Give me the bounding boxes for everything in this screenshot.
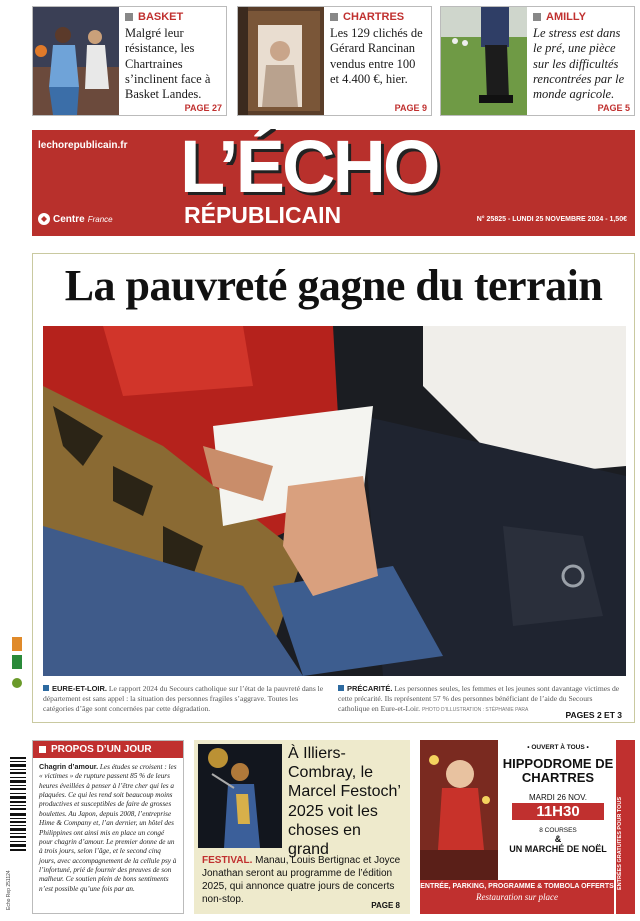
ad-content (502, 744, 614, 854)
propos-text: Chagrin d’amour. Les études se croisent : les « victimes » de rupture passent 85 % de leurs heures éveillées à penser à l’être cher qui les a plaquées. Ce qui les rend soit beaucoup moins productives et susceptibles de faire de grosses boulettes. Au Japon, depuis 2008, l’entreprise Hime & Company et, l’an dernier, un hôtel des Philippines ont ainsi mis en place un congé pour chagrin d’amour. Le premier donne de un à trois jours, selon l’âge, et le second cinq jours, avec accompagnement de la cellule psy à l’infortuné, prié de fournir des preuves de son malheur. Ce soutien plein de bons sentiments n’est possible qu’une fois par an. (39, 762, 177, 893)
festival-headline: À Illiers-Combray, le Marcel Festoch’ 2025 voit les choses en grand (288, 745, 401, 858)
caption-eure-et-loir: EURE-ET-LOIR. Le rapport 2024 du Secours catholique sur l’état de la pauvreté dans le département est sans appel : la situation des personnes fragiles s’aggrave. Toutes les catégories d’âge sont concernées par cette dégradation. (43, 684, 324, 713)
chartres-photo (238, 7, 324, 115)
festival-page: PAGE 8 (371, 901, 400, 910)
festival-story[interactable] (194, 740, 410, 914)
teaser-page: PAGE 5 (597, 103, 630, 113)
spine-text: Echo Rep 251124 (6, 870, 12, 910)
teaser-chartres[interactable] (237, 6, 432, 116)
masthead-subtitle: RÉPUBLICAIN (184, 202, 342, 228)
propos-header: PROPOS D’UN JOUR (33, 741, 183, 758)
masthead-title: L’ÉCHO (180, 125, 438, 208)
centre-france-icon (38, 213, 50, 225)
ad-open: • OUVERT À TOUS • (527, 744, 589, 751)
badges-icon (10, 635, 24, 695)
ad-date: MARDI 26 NOV. (529, 793, 587, 803)
teaser-page: PAGE 27 (184, 103, 222, 113)
teaser-text: Les 129 clichés de Gérard Rancinan vendus entre 100 et 4.400 €, hier. (330, 26, 423, 86)
ad-photo (420, 740, 498, 880)
lead-pages: PAGES 2 ET 3 (565, 710, 622, 720)
ad-side-band (616, 740, 635, 914)
teaser-amilly[interactable] (440, 6, 635, 116)
ad-free: ENTRÉE, PARKING, PROGRAMME & TOMBOLA OFFERTS (420, 883, 614, 890)
propos-column[interactable] (32, 740, 184, 914)
lead-story[interactable] (32, 253, 635, 723)
ad-footer (420, 880, 614, 914)
spine (4, 625, 30, 915)
teaser-kicker: BASKET (125, 11, 222, 23)
ad-food: Restauration sur place (476, 892, 558, 902)
festival-text: FESTIVAL. Manau, Louis Bertignac et Joyce Jonathan seront au programme de l’édition 2025, qui annonce quatre jours de concerts non-stop. (202, 855, 401, 905)
lead-headline: La pauvreté gagne du terrain (64, 261, 603, 310)
ad-venue: HIPPODROME DE CHARTRES (502, 756, 614, 785)
amilly-photo (441, 7, 527, 115)
ad-market: UN MARCHÉ DE NOËL (509, 844, 607, 855)
barcode-icon (10, 755, 26, 855)
lead-photo (43, 326, 626, 676)
issue-info: N° 25825 - LUNDI 25 NOVEMBRE 2024 - 1,50€ (476, 216, 627, 223)
masthead (32, 125, 635, 236)
teaser-page: PAGE 9 (394, 103, 427, 113)
teaser-kicker: CHARTRES (330, 11, 427, 23)
teaser-basket[interactable] (32, 6, 227, 116)
ad-amp: & (554, 834, 562, 845)
centre-france-logo: Centre France (38, 213, 113, 225)
teaser-kicker: AMILLY (533, 11, 630, 23)
basket-photo (33, 7, 119, 115)
site-url[interactable]: lechorepublicain.fr (38, 140, 128, 151)
teaser-text: Le stress est dans le pré, une pièce sur les difficultés rencontrées par le monde agricole. (533, 26, 625, 101)
teaser-text: Malgré leur résistance, les Chartraines s’inclinent face à Basket Landes. (125, 26, 211, 101)
festival-photo (198, 744, 282, 848)
ad-courses: 8 COURSES (539, 827, 577, 835)
caption-precarite: PRÉCARITÉ. Les personnes seules, les femmes et les jeunes sont davantage victimes de cette précarité. Ils représentent 57 % des personnes bénéficiant de l’aide du Secours catholique en Eure-et-Loir. PHOTO D’ILLUSTRATION : STÉPHANIE PARA (338, 684, 620, 713)
ad-time: 11H30 (512, 803, 604, 820)
hippodrome-ad[interactable] (420, 740, 635, 914)
ad-side-text: ENTRÉES GRATUITES POUR TOUS (617, 796, 623, 890)
